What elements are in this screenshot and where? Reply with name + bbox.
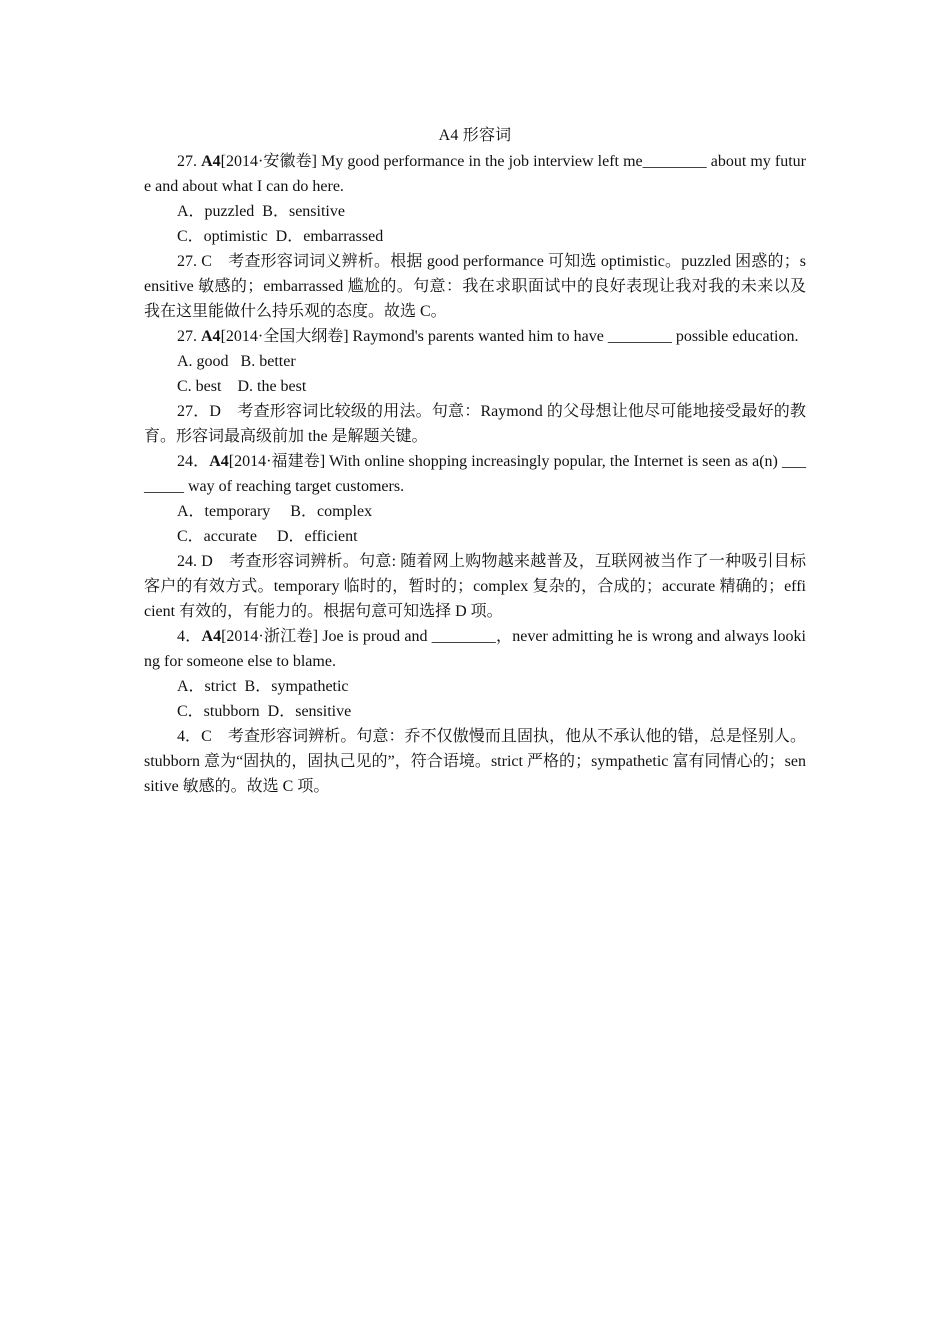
answer-explanation: 24. D 考查形容词辨析。句意: 随着网上购物越来越普及，互联网被当作了一种吸引目标客户的有效方式。temporary 临时的，暂时的；complex 复杂的，合成的；accurate 精确的；efficient 有效的，有能力的。根据句意可知选择 D 项。 — [144, 553, 806, 620]
question-stem — [144, 449, 806, 499]
question-text: [2014·福建卷] With online shopping increasingly popular, the Internet is seen as a(n) ________ way of reaching target customers. — [144, 453, 806, 495]
option-line: A．temporary B．complex — [177, 503, 373, 520]
question-tag: A4 — [209, 453, 229, 470]
document-page — [144, 123, 806, 799]
option-line: C．optimistic D．embarrassed — [177, 228, 384, 245]
question-number: 24． — [177, 453, 210, 470]
question-text: [2014·安徽卷] My good performance in the job interview left me________ about my future and about what I can do here. — [144, 153, 806, 195]
question-number: 27. — [177, 153, 202, 170]
option-line: A．strict B．sympathetic — [177, 678, 349, 695]
question-tag: A4 — [201, 328, 221, 345]
question-stem — [144, 149, 806, 199]
option-line: C．stubborn D．sensitive — [177, 703, 352, 720]
question-tag: A4 — [201, 153, 221, 170]
question-text: [2014·浙江卷] Joe is proud and ________，never admitting he is wrong and always looking for someone else to blame. — [144, 628, 806, 670]
page-title: A4 形容词 — [438, 127, 512, 144]
question-stem — [144, 624, 806, 674]
question-stem — [144, 324, 806, 349]
question-number: 27. — [177, 328, 201, 345]
option-line: C．accurate D．efficient — [177, 528, 358, 545]
answer-explanation: 27. C 考查形容词词义辨析。根据 good performance 可知选 optimistic。puzzled 困惑的；sensitive 敏感的；embarrassed 尴尬的。句意：我在求职面试中的良好表现让我对我的未来以及我在这里能做什么持乐观的态度。故选 C。 — [144, 253, 806, 320]
answer-explanation: 4．C 考查形容词辨析。句意：乔不仅傲慢而且固执，他从不承认他的错，总是怪别人。stubborn 意为“固执的，固执己见的”，符合语境。strict 严格的；sympathetic 富有同情心的；sensitive 敏感的。故选 C 项。 — [144, 728, 806, 795]
question-tag: A4 — [201, 628, 222, 645]
question-text: [2014·全国大纲卷] Raymond's parents wanted him to have ________ possible education. — [220, 328, 799, 345]
answer-explanation: 27．D 考查形容词比较级的用法。句意：Raymond 的父母想让他尽可能地接受最好的教育。形容词最高级前加 the 是解题关键。 — [144, 403, 806, 445]
option-line: A. good B. better — [177, 353, 296, 370]
question-number: 4． — [177, 628, 202, 645]
option-line: C. best D. the best — [177, 378, 307, 395]
option-line: A．puzzled B．sensitive — [177, 203, 345, 220]
